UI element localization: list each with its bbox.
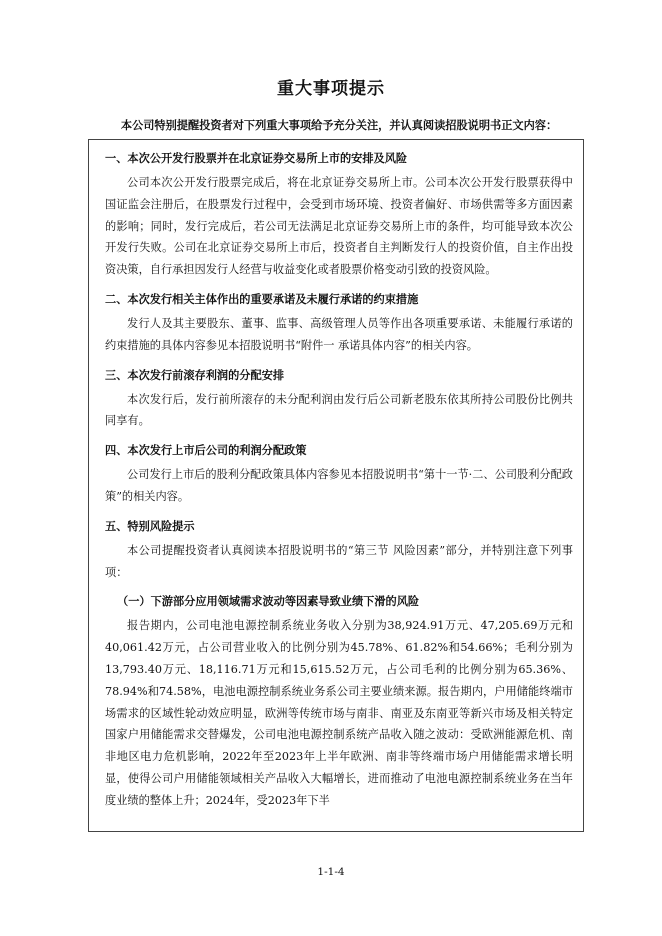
section-heading-4: 四、本次发行上市后公司的利润分配政策 [105, 443, 307, 458]
section-paragraph-1: 公司本次公开发行股票完成后，将在北京证券交易所上市。公司本次公开发行股票获得中国证监会注册后，在股票发行过程中，会受到市场环境、投资者偏好、市场供需等多方面因素的影响；同时，发行完成后，若公司无法满足北京证券交易所上市的条件，均可能导致本次公开发行失败。公司在北京证券交易所上市后，投资者自主判断发行人的投资价值，自主作出投资决策，自行承担因发行人经营与收益变化或者股票价格变动引致的投资风险。 [105, 176, 573, 277]
section-heading-2: 二、本次发行相关主体作出的重要承诺及未履行承诺的约束措施 [105, 291, 419, 306]
subsection-paragraph-1: 报告期内，公司电池电源控制系统业务收入分别为38,924.91万元、47,205.69万元和40,061.42万元，占公司营业收入的比例分别为45.78%、61.82%和54.66%；毛利分别为13,793.40万元、18,116.71万元和15,615.52万元，占公司毛利的比例分别为65.36%、78.94%和74.58%，电池电源控制系统业务系公司主要业绩来源。报告期内，户用储能终端市场需求的区域性轮动效应明显，欧洲等传统市场与南非、南亚及东南亚等新兴市场及相关特定国家户用储能需求交替爆发，公司电池电源控制系统产品收入随之波动：受欧洲能源危机、南非地区电力危机影响，2022年至2023年上半年欧洲、南非等终端市场户用储能需求增长明显，使得公司户用储能领域相关产品收入大幅增长，进而推动了电池电源控制系统业务在当年度业绩的整体上升；2024年，受2023年下半 [105, 619, 573, 807]
section-heading-1: 一、本次公开发行股票并在北京证券交易所上市的安排及风险 [105, 151, 408, 165]
section-heading-3: 三、本次发行前滚存利润的分配安排 [105, 367, 285, 382]
section-paragraph-4: 公司发行上市后的股利分配政策具体内容参见本招股说明书“第十一节·二、公司股利分配政策”的相关内容。 [105, 468, 573, 503]
section-paragraph-2: 发行人及其主要股东、董事、监事、高级管理人员等作出各项重要承诺、未能履行承诺的约束措施的具体内容参见本招股说明书“附件一 承诺具体内容”的相关内容。 [105, 316, 573, 352]
page-number: 1-1-4 [317, 866, 345, 878]
section-paragraph-5: 本公司提醒投资者认真阅读本招股说明书的“第三节 风险因素”部分，并特别注意下列事项： [105, 543, 573, 579]
notice-content [105, 150, 573, 812]
document-title: 重大事项提示 [277, 79, 385, 99]
section-heading-5: 五、特别风险提示 [105, 518, 195, 533]
notice-box [88, 139, 584, 832]
subsection-heading-1: （一）下游部分应用领域需求波动等因素导致业绩下滑的风险 [117, 594, 420, 609]
intro-notice: 本公司特别提醒投资者对下列重大事项给予充分关注，并认真阅读招股说明书正文内容： [120, 118, 558, 132]
section-paragraph-3: 本次发行后，发行前所滚存的未分配利润由发行后公司新老股东依其所持公司股份比例共同享有。 [105, 392, 573, 428]
